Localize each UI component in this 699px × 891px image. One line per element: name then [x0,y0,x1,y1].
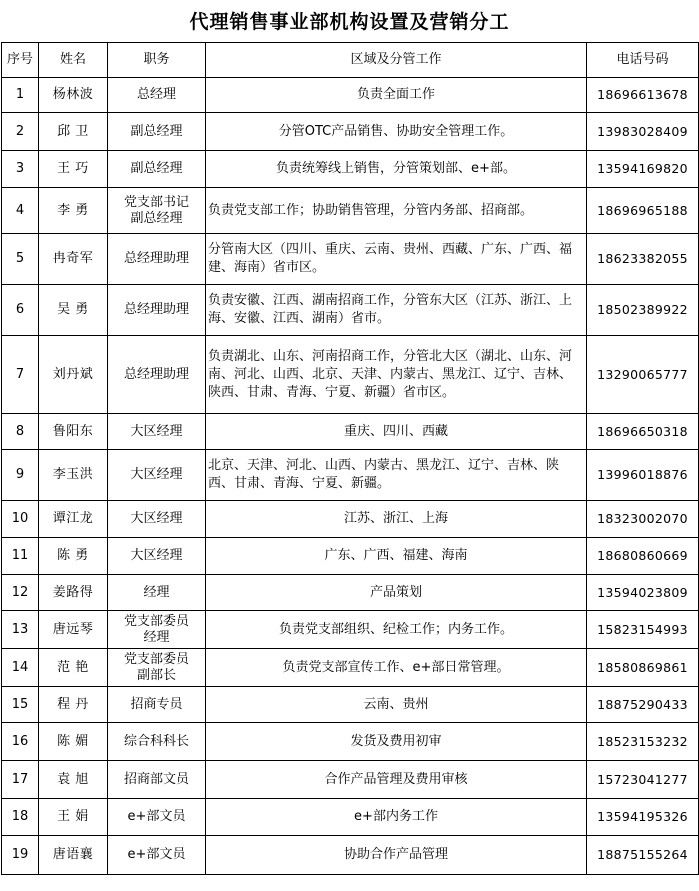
cell-no: 7 [2,336,39,414]
cell-phone: 18323002070 [587,501,699,538]
cell-role: 副总经理 [108,151,206,188]
cell-name: 王 巧 [39,151,108,188]
cell-name: 李玉洪 [39,450,108,501]
cell-role: e+部文员 [108,836,206,875]
cell-role: 大区经理 [108,414,206,450]
header-name: 姓名 [39,43,108,78]
cell-name: 李 勇 [39,188,108,234]
cell-name: 陈 勇 [39,538,108,575]
cell-area: 负责党支部宣传工作、e+部日常管理。 [206,649,587,687]
cell-no: 16 [2,723,39,761]
cell-area: 云南、贵州 [206,687,587,723]
cell-no: 19 [2,836,39,875]
cell-name: 王 娟 [39,799,108,836]
cell-role: 总经理助理 [108,285,206,336]
header-role: 职务 [108,43,206,78]
cell-role: 党支部委员 副部长 [108,649,206,687]
table-row [2,723,699,761]
cell-no: 5 [2,234,39,285]
table-row [2,336,699,414]
cell-no: 4 [2,188,39,234]
cell-role: 总经理助理 [108,234,206,285]
cell-phone: 15823154993 [587,611,699,649]
header-phone: 电话号码 [587,43,699,78]
table-row [2,113,699,151]
table-row [2,234,699,285]
header-no: 序号 [2,43,39,78]
table-row [2,450,699,501]
cell-area: 合作产品管理及费用审核 [206,761,587,799]
cell-phone: 13983028409 [587,113,699,151]
cell-area: 北京、天津、河北、山西、内蒙古、黑龙江、辽宁、吉林、陕西、甘肃、青海、宁夏、新疆。 [206,450,587,501]
cell-area: 广东、广西、福建、海南 [206,538,587,575]
table-row [2,151,699,188]
table-row [2,836,699,875]
table-row [2,414,699,450]
cell-area: 分管OTC产品销售、协助安全管理工作。 [206,113,587,151]
cell-phone: 13594023809 [587,575,699,611]
cell-phone: 18875155264 [587,836,699,875]
table-row [2,285,699,336]
cell-no: 9 [2,450,39,501]
cell-area: 负责安徽、江西、湖南招商工作，分管东大区（江苏、浙江、上海、安徽、江西、湖南）省市。 [206,285,587,336]
cell-no: 1 [2,78,39,113]
page-title: 代理销售事业部机构设置及营销分工 [189,11,510,33]
cell-phone: 18580869861 [587,649,699,687]
cell-area: 协助合作产品管理 [206,836,587,875]
cell-name: 邱 卫 [39,113,108,151]
cell-no: 12 [2,575,39,611]
cell-no: 2 [2,113,39,151]
cell-area: 产品策划 [206,575,587,611]
cell-phone: 18875290433 [587,687,699,723]
staff-table [1,42,699,875]
cell-no: 15 [2,687,39,723]
table-row [2,761,699,799]
table-row [2,687,699,723]
table-row [2,538,699,575]
cell-role: e+部文员 [108,799,206,836]
cell-role: 大区经理 [108,501,206,538]
cell-name: 姜路得 [39,575,108,611]
cell-name: 程 丹 [39,687,108,723]
cell-name: 唐语襄 [39,836,108,875]
cell-phone: 13594195326 [587,799,699,836]
table-row [2,649,699,687]
cell-role: 经理 [108,575,206,611]
cell-no: 17 [2,761,39,799]
header-area: 区域及分管工作 [206,43,587,78]
table-row [2,501,699,538]
table-header-row [2,43,699,78]
cell-name: 陈 媚 [39,723,108,761]
table-row [2,78,699,113]
cell-area: 江苏、浙江、上海 [206,501,587,538]
cell-phone: 18502389922 [587,285,699,336]
table-row [2,575,699,611]
cell-phone: 18523153232 [587,723,699,761]
cell-phone: 13996018876 [587,450,699,501]
cell-phone: 15723041277 [587,761,699,799]
cell-no: 6 [2,285,39,336]
cell-no: 13 [2,611,39,649]
cell-no: 8 [2,414,39,450]
cell-area: 重庆、四川、西藏 [206,414,587,450]
cell-area: 负责统筹线上销售，分管策划部、e+部。 [206,151,587,188]
cell-role: 党支部书记 副总经理 [108,188,206,234]
cell-name: 范 艳 [39,649,108,687]
cell-role: 大区经理 [108,538,206,575]
cell-area: 负责党支部组织、纪检工作；内务工作。 [206,611,587,649]
cell-area: 负责湖北、山东、河南招商工作，分管北大区（湖北、山东、河南、河北、山西、北京、天津、内蒙古、黑龙江、辽宁、吉林、陕西、甘肃、青海、宁夏、新疆）省市区。 [206,336,587,414]
cell-role: 招商部文员 [108,761,206,799]
cell-phone: 13290065777 [587,336,699,414]
cell-role: 总经理助理 [108,336,206,414]
cell-area: 发货及费用初审 [206,723,587,761]
cell-phone: 18696613678 [587,78,699,113]
cell-no: 11 [2,538,39,575]
cell-no: 10 [2,501,39,538]
table-row [2,799,699,836]
table-row [2,188,699,234]
cell-phone: 18696650318 [587,414,699,450]
cell-name: 杨林波 [39,78,108,113]
table-row [2,611,699,649]
cell-no: 18 [2,799,39,836]
cell-area: e+部内务工作 [206,799,587,836]
cell-area: 负责全面工作 [206,78,587,113]
cell-name: 冉奇军 [39,234,108,285]
cell-no: 14 [2,649,39,687]
cell-role: 综合科科长 [108,723,206,761]
cell-name: 刘丹斌 [39,336,108,414]
cell-name: 谭江龙 [39,501,108,538]
cell-no: 3 [2,151,39,188]
cell-area: 负责党支部工作；协助销售管理，分管内务部、招商部。 [206,188,587,234]
cell-role: 大区经理 [108,450,206,501]
cell-name: 唐远琴 [39,611,108,649]
cell-role: 副总经理 [108,113,206,151]
cell-role: 党支部委员 经理 [108,611,206,649]
cell-phone: 18696965188 [587,188,699,234]
cell-role: 招商专员 [108,687,206,723]
cell-phone: 18623382055 [587,234,699,285]
cell-phone: 18680860669 [587,538,699,575]
cell-phone: 13594169820 [587,151,699,188]
cell-name: 袁 旭 [39,761,108,799]
cell-name: 鲁阳东 [39,414,108,450]
cell-area: 分管南大区（四川、重庆、云南、贵州、西藏、广东、广西、福建、海南）省市区。 [206,234,587,285]
cell-name: 吴 勇 [39,285,108,336]
cell-role: 总经理 [108,78,206,113]
